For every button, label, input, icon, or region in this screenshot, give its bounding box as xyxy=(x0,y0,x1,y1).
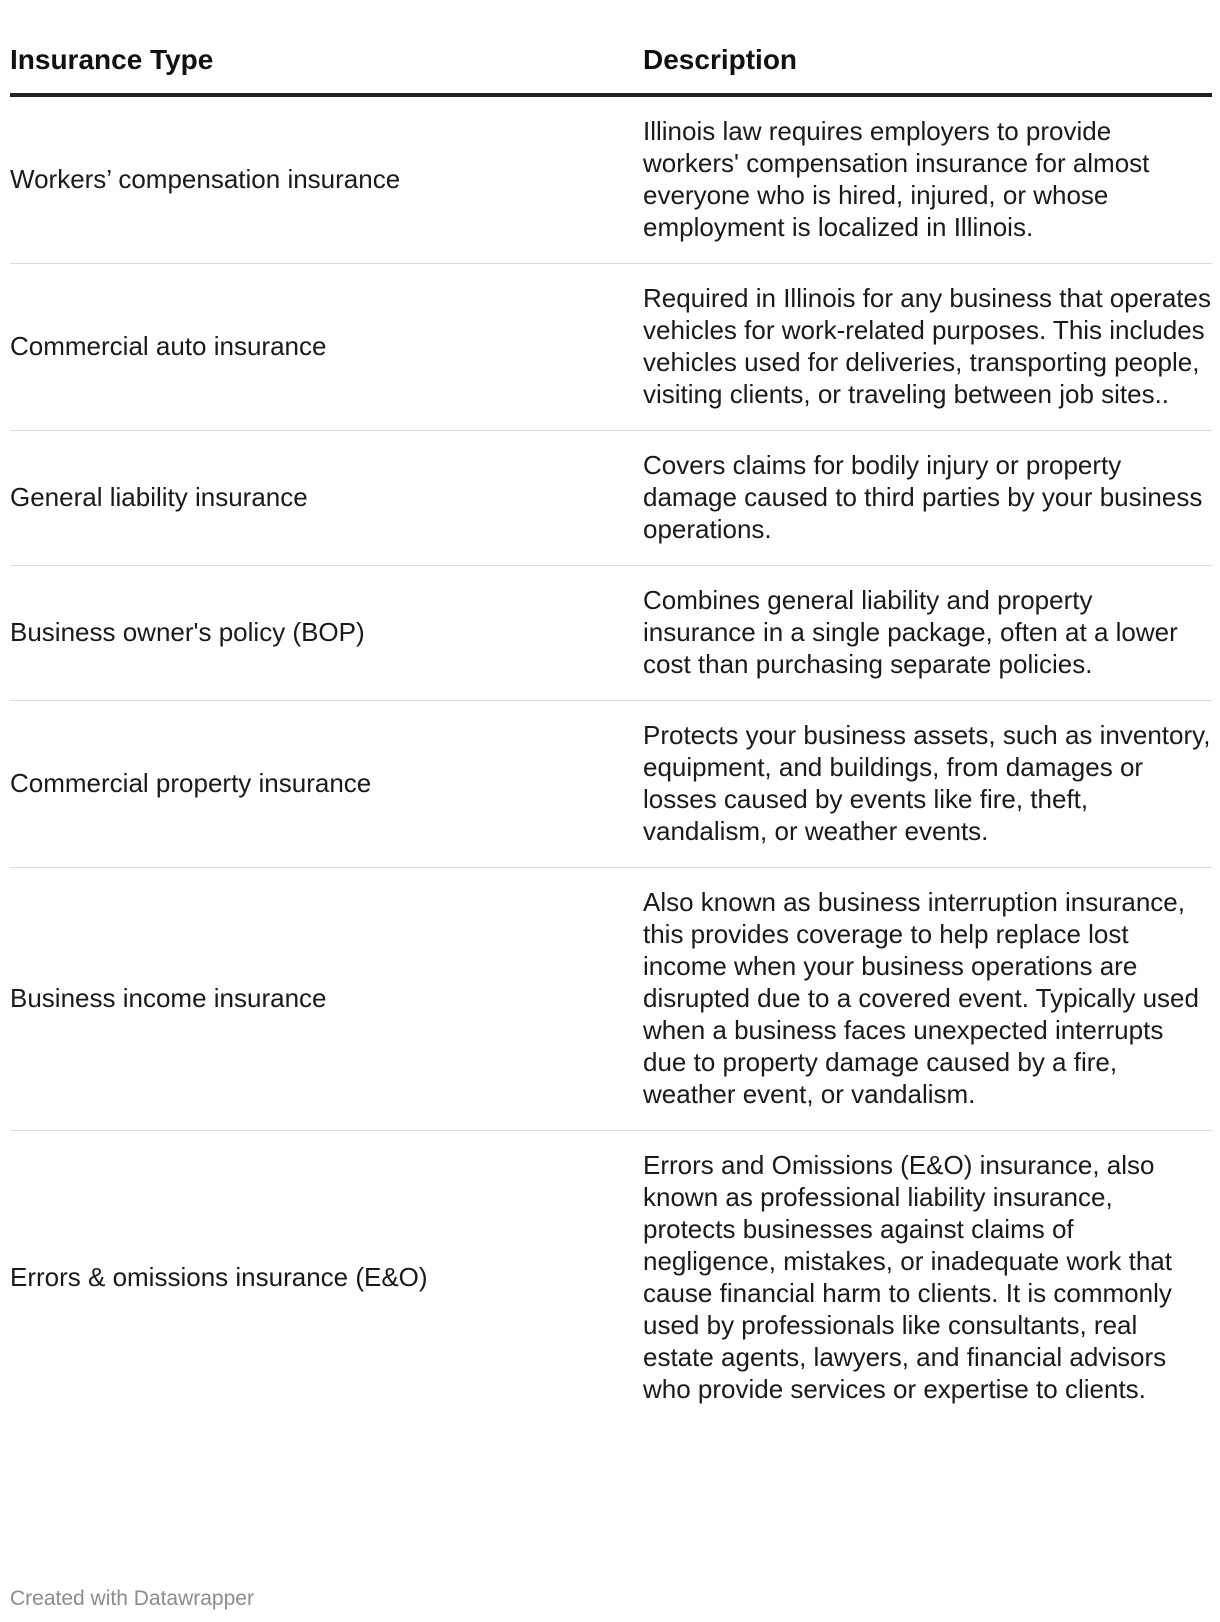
row-description: Illinois law requires employers to provide workers' compensation insurance for almost everyone who is hired, injured, or whose employment is localized in Illinois. xyxy=(643,95,1212,264)
table-row xyxy=(10,1131,1212,1426)
table-row xyxy=(10,701,1212,868)
row-insurance-type: Workers’ compensation insurance xyxy=(10,95,643,264)
row-description: Covers claims for bodily injury or property damage caused to third parties by your business operations. xyxy=(643,431,1212,566)
table-row xyxy=(10,95,1212,264)
table-row xyxy=(10,868,1212,1131)
insurance-table-container xyxy=(10,0,1212,1425)
row-description: Required in Illinois for any business that operates vehicles for work-related purposes. This includes vehicles used for deliveries, transporting people, visiting clients, or traveling between job sites.. xyxy=(643,264,1212,431)
row-description: Also known as business interruption insurance, this provides coverage to help replace lost income when your business operations are disrupted due to a covered event. Typically used when a business faces unexpected interrupts due to property damage caused by a fire, weather event, or vandalism. xyxy=(643,868,1212,1131)
insurance-table xyxy=(10,0,1212,1425)
datawrapper-credit: Created with Datawrapper xyxy=(10,1587,254,1610)
header-insurance-type: Insurance Type xyxy=(10,0,643,95)
table-row xyxy=(10,264,1212,431)
row-description: Protects your business assets, such as inventory, equipment, and buildings, from damages or losses caused by events like fire, theft, vandalism, or weather events. xyxy=(643,701,1212,868)
row-description: Errors and Omissions (E&O) insurance, also known as professional liability insurance, protects businesses against claims of negligence, mistakes, or inadequate work that cause financial harm to clients. It is commonly used by professionals like consultants, real estate agents, lawyers, and financial advisors who provide services or expertise to clients. xyxy=(643,1150,1172,1404)
row-insurance-type: Commercial auto insurance xyxy=(10,264,643,431)
row-description: Combines general liability and property insurance in a single package, often at a lower cost than purchasing separate policies. xyxy=(643,566,1212,701)
row-insurance-type: General liability insurance xyxy=(10,431,643,566)
row-insurance-type: Commercial property insurance xyxy=(10,701,643,868)
table-row xyxy=(10,566,1212,701)
header-row xyxy=(10,0,1212,95)
row-insurance-type: Errors & omissions insurance (E&O) xyxy=(10,1262,428,1292)
header-description: Description xyxy=(643,0,1212,95)
row-insurance-type: Business owner's policy (BOP) xyxy=(10,566,643,701)
row-insurance-type: Business income insurance xyxy=(10,868,643,1131)
table-row xyxy=(10,431,1212,566)
table-body xyxy=(10,95,1212,1425)
table-header xyxy=(10,0,1212,95)
